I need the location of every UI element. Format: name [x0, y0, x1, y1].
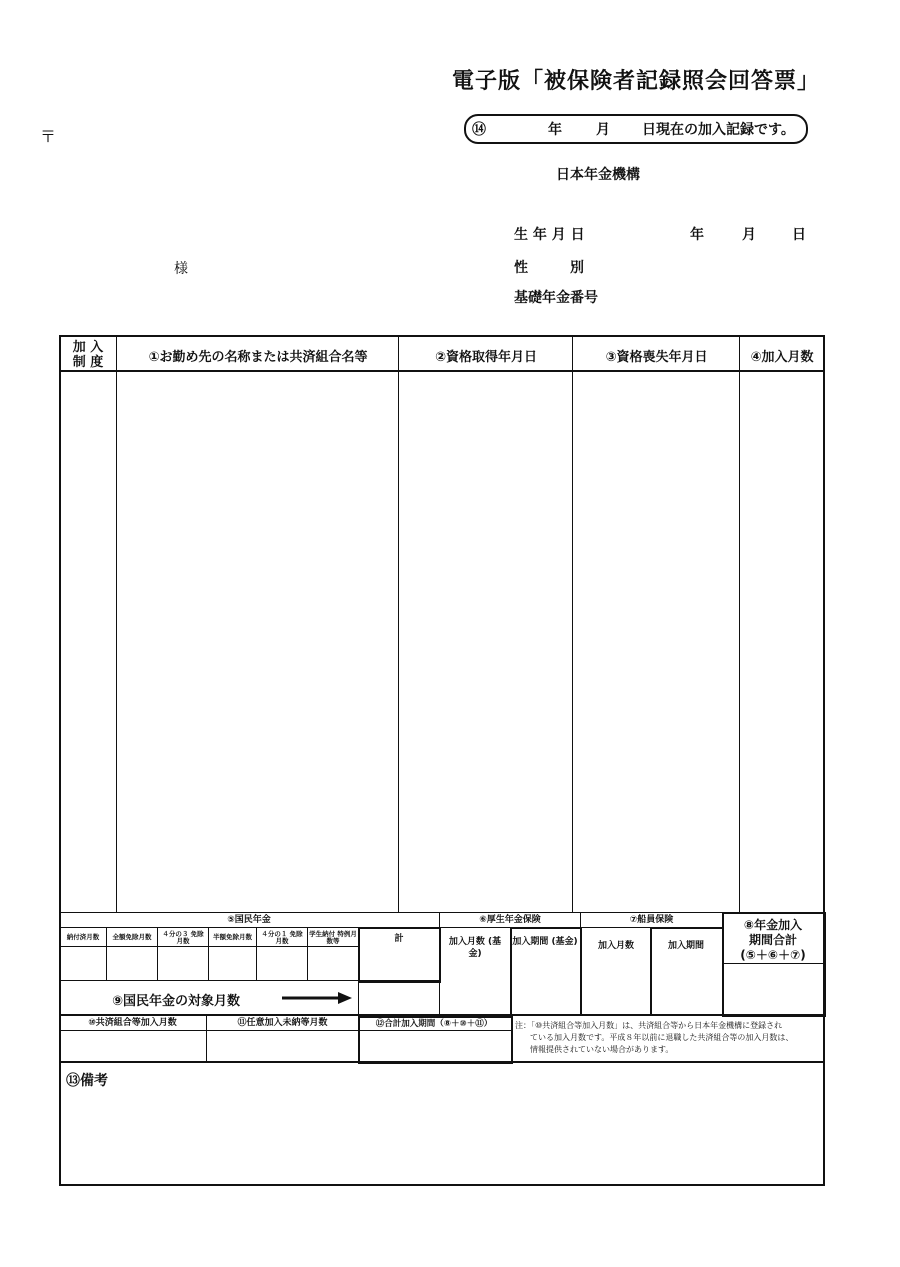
total-period-line2: 期間合計 [748, 933, 797, 947]
birth-date-label: 生 年 月 日 [514, 227, 585, 243]
national-pension-label: ⑤国民年金 [227, 915, 271, 925]
np-col-half-exempt: 半額免除月数 [213, 933, 252, 941]
seaman-label: ⑦船員保険 [629, 915, 674, 925]
system-header [60, 340, 116, 370]
months-header: ④加入月数 [750, 350, 814, 365]
acquisition-date-header: ②資格取得年月日 [434, 350, 537, 365]
np-total-label: 計 [394, 934, 404, 944]
total-period-line1: ⑧年金加入 [743, 918, 803, 932]
total-period-label [724, 918, 822, 963]
system-header-line2: 制 度 [72, 355, 104, 370]
birth-year-label: 年 [690, 227, 704, 243]
employer-header: ①お勤め先の名称または共済組合名等 [148, 350, 368, 365]
total-period-line3: (⑤＋⑥＋⑦) [740, 948, 806, 962]
mutual-aid-label: ⑩共済組合等加入月数 [88, 1018, 177, 1028]
honorific: 様 [174, 261, 188, 277]
postal-mark: 〒 [40, 127, 57, 146]
as-of-number: ⑭ [472, 122, 486, 138]
remarks-label: ⑬備考 [66, 1073, 108, 1089]
loss-date-header: ③資格喪失年月日 [605, 350, 708, 365]
np-col-full-exempt: 全額免除月数 [112, 933, 152, 941]
pension-number-label: 基礎年金番号 [514, 290, 598, 306]
np-col-quarter: ４分の１ 免除月数 [261, 930, 303, 945]
as-of-suffix: 日現在の加入記録です。 [642, 122, 795, 138]
note-line-1: 注：「⑩共済組合等加入月数」は、共済組合等から日本年金機構に登録され [515, 1021, 783, 1030]
voluntary-label: ⑪任意加入未納等月数 [237, 1018, 328, 1028]
as-of-month: 月 [596, 122, 610, 138]
seaman-months-label: 加入月数 [597, 941, 634, 951]
system-header-line1: 加 入 [72, 340, 104, 355]
wp-period-label: 加入期間 (基金) [512, 937, 578, 947]
wp-months-label: 加入月数 (基金) [448, 937, 502, 959]
np-col-paid: 納付済月数 [66, 933, 100, 941]
np-target-label: ⑨国民年金の対象月数 [112, 994, 241, 1009]
np-col-three-quarter: ４分の３ 免除月数 [162, 930, 204, 945]
np-col-student: 学生納付 特例月数等 [309, 930, 357, 945]
birth-day-label: 日 [792, 227, 806, 243]
note-line-2: ている加入月数です。平成８年以前に退職した共済組合等の加入月数は、 [530, 1033, 794, 1042]
as-of-year: 年 [548, 122, 562, 138]
np-target-box [358, 980, 438, 1014]
document-title: 電子版「被保険者記録照会回答票」 [452, 69, 821, 94]
combined-period-label: ⑫合計加入期間（⑧＋⑩＋⑪） [375, 1019, 493, 1029]
sex-label: 性 別 [514, 260, 584, 276]
organization-name: 日本年金機構 [556, 167, 640, 183]
arrow-icon [282, 990, 352, 1004]
seaman-period-label: 加入期間 [667, 941, 704, 951]
note-line-3: 情報提供されていない場合があります。 [530, 1045, 674, 1054]
welfare-pension-label: ⑥厚生年金保険 [479, 915, 541, 925]
birth-month-label: 月 [742, 227, 756, 243]
as-of-date-box [464, 114, 808, 144]
